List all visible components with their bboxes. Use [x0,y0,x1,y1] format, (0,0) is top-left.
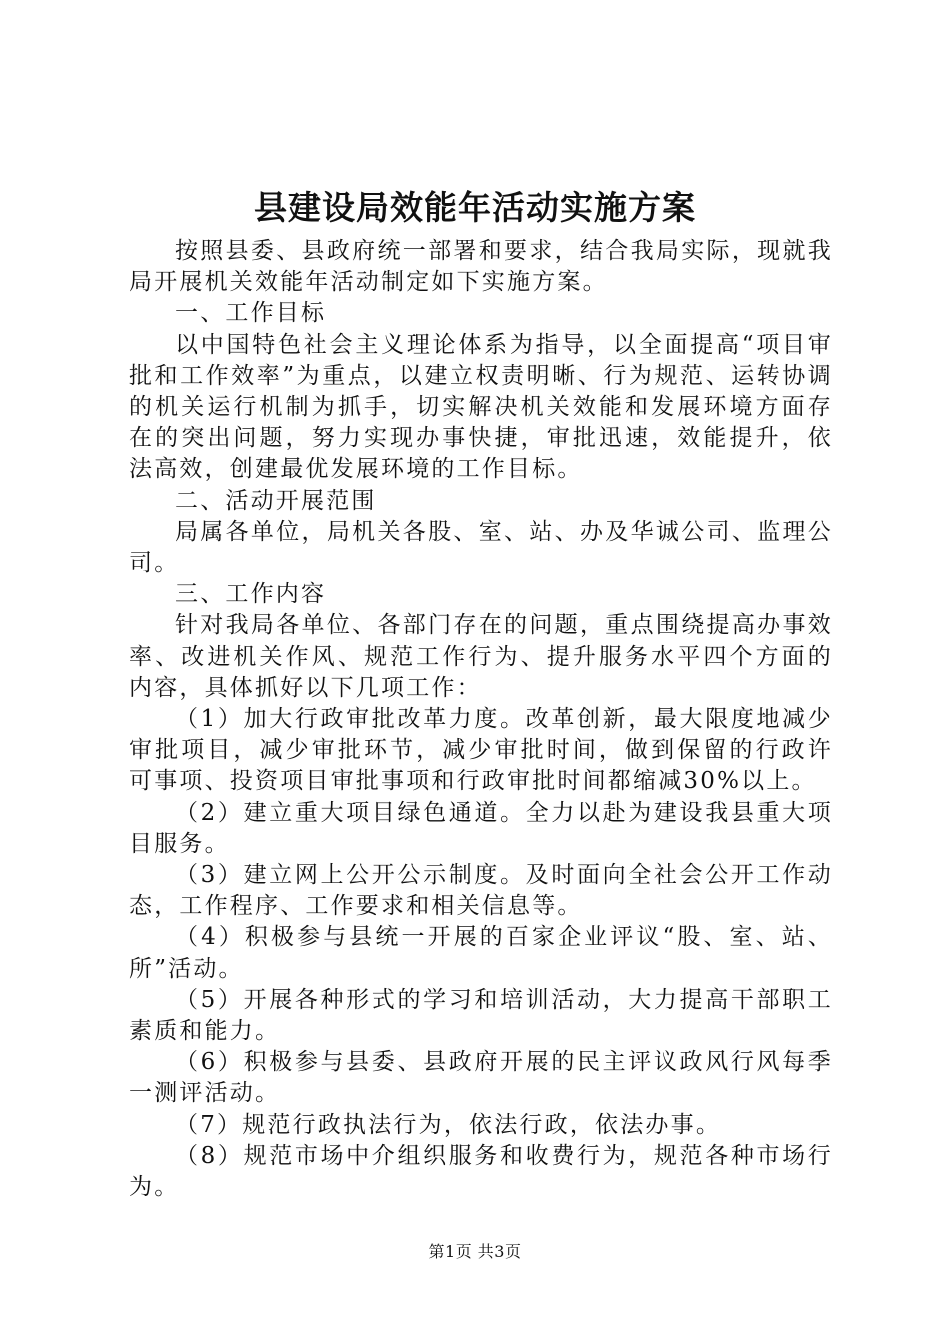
work-item-4: （4）积极参与县统一开展的百家企业评议“股、室、站、所”活动。 [129,924,833,982]
work-item-3: （3）建立网上公开公示制度。及时面向全社会公开工作动态，工作程序、工作要求和相关信息等。 [129,862,833,920]
work-item-8: （8）规范市场中介组织服务和收费行为，规范各种市场行为。 [129,1142,833,1201]
intro-paragraph: 按照县委、县政府统一部署和要求，结合我局实际，现就我局开展机关效能年活动制定如下实施方案。 [129,238,833,296]
section-heading-scope: 二、活动开展范围 [175,487,377,514]
section-heading-goals: 一、工作目标 [175,300,327,327]
content-paragraph: 针对我局各单位、各部门存在的问题，重点围绕提高办事效率、改进机关作风、规范工作行为、提升服务水平四个方面的内容，具体抓好以下几项工作： [129,612,833,701]
work-item-1: （1）加大行政审批改革力度。改革创新，最大限度地减少审批项目，减少审批环节，减少审批时间，做到保留的行政许可事项、投资项目审批事项和行政审批时间都缩减30%以上。 [129,706,833,795]
scope-paragraph: 局属各单位，局机关各股、室、站、办及华诚公司、监理公司。 [129,518,833,577]
goals-paragraph: 以中国特色社会主义理论体系为指导，以全面提高“项目审批和工作效率”为重点，以建立权责明晰、行为规范、运转协调的机关运行机制为抓手，切实解决机关效能和发展环境方面存在的突出问题，努力实现办事快捷，审批迅速，效能提升，依法高效，创建最优发展环境的工作目标。 [129,331,833,483]
work-item-2: （2）建立重大项目绿色通道。全力以赴为建设我县重大项目服务。 [129,799,833,857]
document-title: 县建设局效能年活动实施方案 [254,188,696,227]
document-body [129,236,833,1203]
section-heading-content: 三、工作内容 [175,581,327,608]
work-item-7: （7）规范行政执法行为，依法行政，依法办事。 [175,1111,722,1138]
work-item-5: （5）开展各种形式的学习和培训活动，大力提高干部职工素质和能力。 [129,986,833,1045]
page-footer: 第1页 共3页 [428,1242,522,1261]
work-item-6: （6）积极参与县委、县政府开展的民主评议政风行风每季一测评活动。 [129,1049,833,1107]
